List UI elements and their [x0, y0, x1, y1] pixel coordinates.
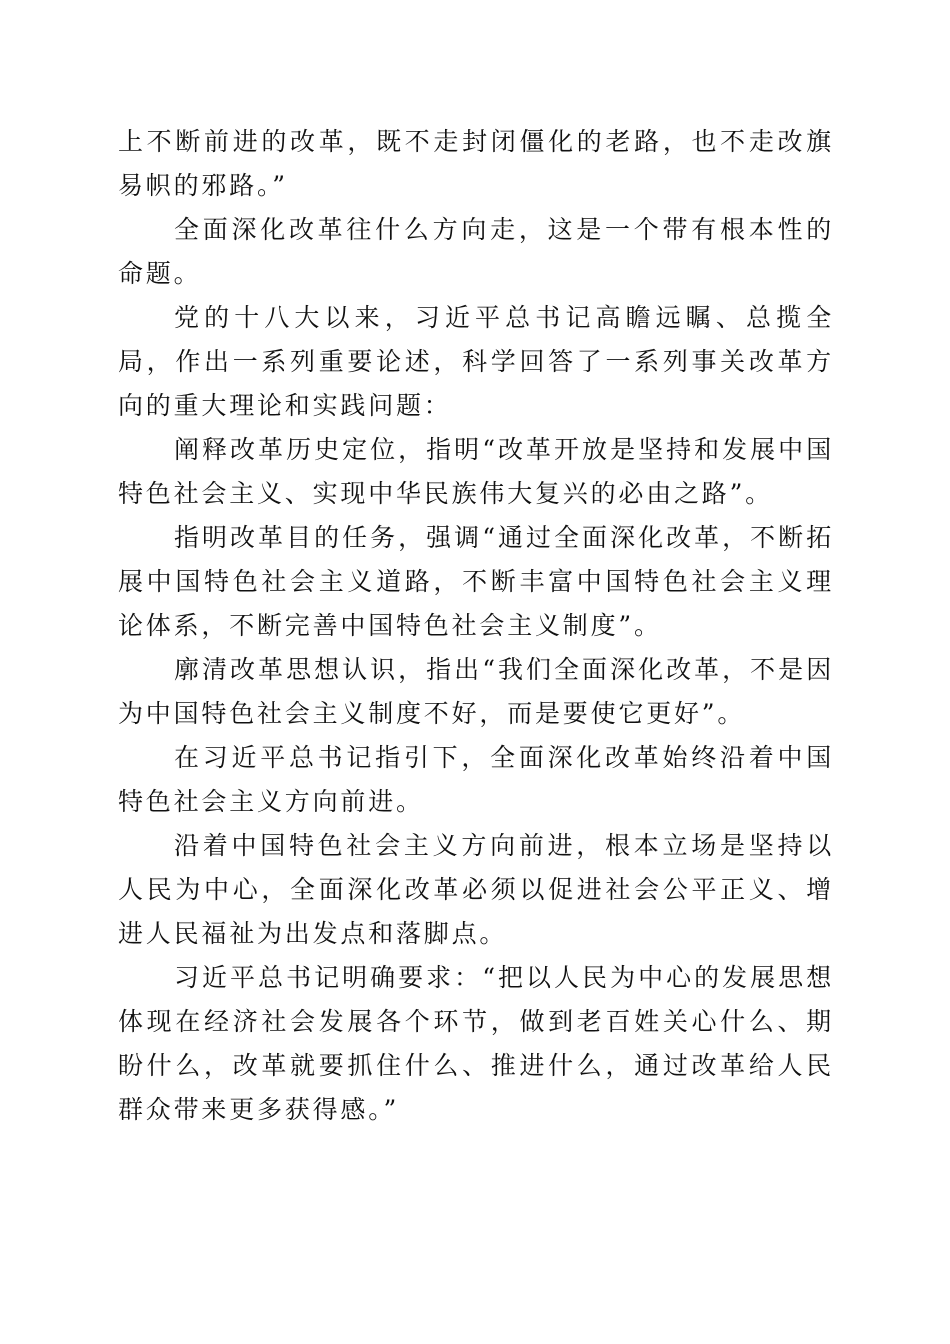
paragraph-explicit-requirement: 习近平总书记明确要求：“把以人民为中心的发展思想体现在经济社会发展各个环节，做到老百姓关心什么、期盼什么，改革就要抓住什么、推进什么，通过改革给人民群众带来更多获得感。”: [118, 963, 834, 1124]
paragraph-reform-direction: 全面深化改革往什么方向走，这是一个带有根本性的命题。: [118, 215, 834, 288]
paragraph-purpose-tasks: 指明改革目的任务，强调“通过全面深化改革，不断拓展中国特色社会主义道路，不断丰富中国特色社会主义理论体系，不断完善中国特色社会主义制度”。: [118, 523, 834, 640]
document-body: [118, 120, 834, 1132]
paragraph-clarify-thinking: 廓清改革思想认识，指出“我们全面深化改革，不是因为中国特色社会主义制度不好，而是要使它更好”。: [118, 655, 834, 728]
paragraph-people-centered: 沿着中国特色社会主义方向前进，根本立场是坚持以人民为中心，全面深化改革必须以促进社会公平正义、增进人民福祉为出发点和落脚点。: [118, 831, 834, 948]
paragraph-guidance: 在习近平总书记指引下，全面深化改革始终沿着中国特色社会主义方向前进。: [118, 743, 834, 816]
paragraph-eighteenth-congress: 党的十八大以来，习近平总书记高瞻远瞩、总揽全局，作出一系列重要论述，科学回答了一系列事关改革方向的重大理论和实践问题：: [118, 303, 834, 420]
paragraph-continuation: 上不断前进的改革，既不走封闭僵化的老路，也不走改旗易帜的邪路。”: [118, 127, 834, 200]
paragraph-historical-position: 阐释改革历史定位，指明“改革开放是坚持和发展中国特色社会主义、实现中华民族伟大复兴的必由之路”。: [118, 435, 834, 508]
